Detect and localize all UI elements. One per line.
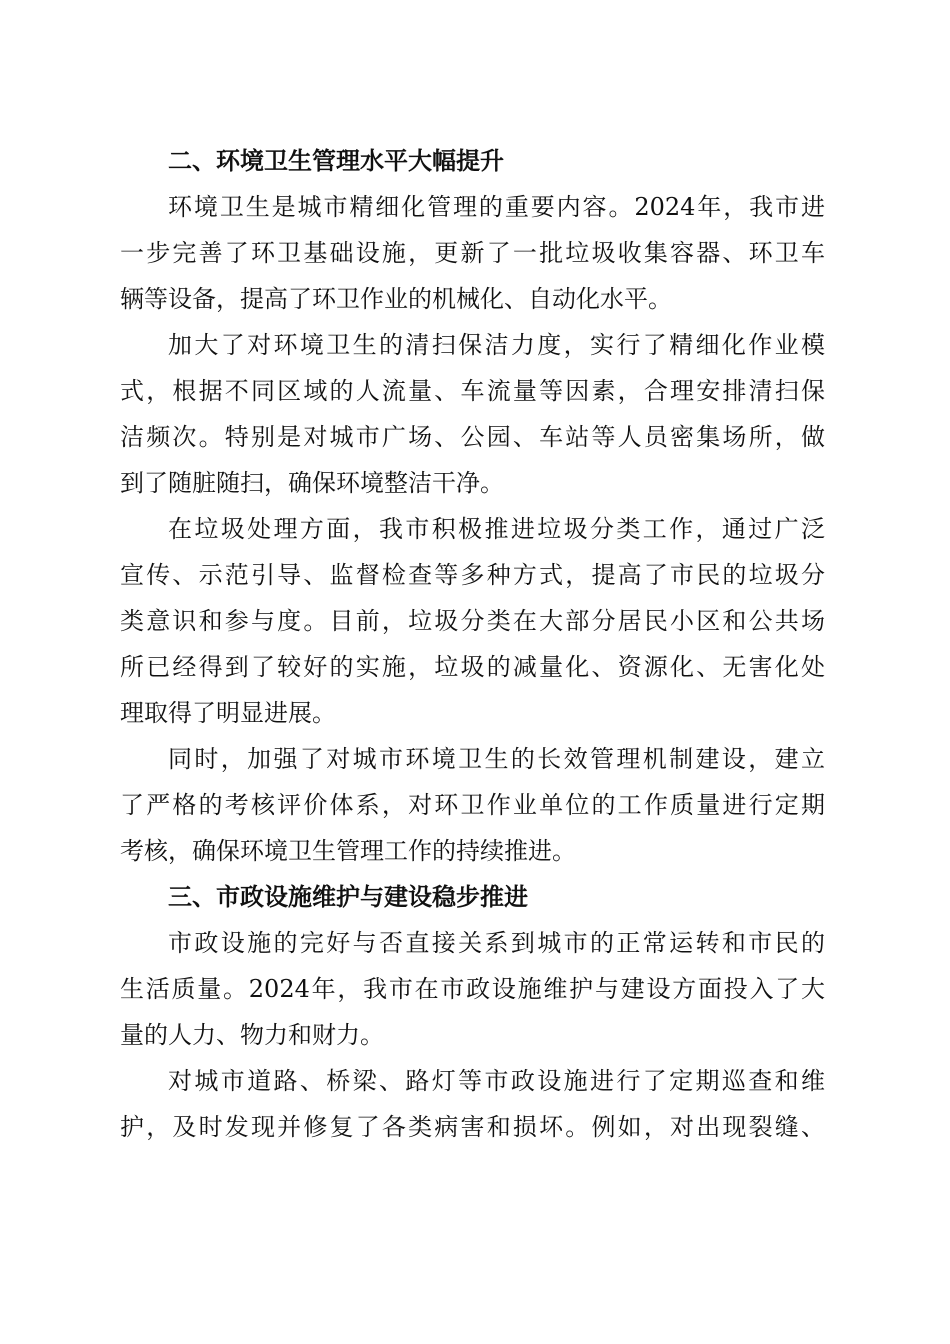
text-line: 到了随脏随扫，确保环境整洁干净。 — [120, 469, 504, 497]
text-line: 了严格的考核评价体系，对环卫作业单位的工作质量进行定期 — [120, 791, 825, 819]
text-line: 考核，确保环境卫生管理工作的持续推进。 — [120, 837, 576, 865]
text-line: 类意识和参与度。目前，垃圾分类在大部分居民小区和公共场 — [120, 607, 825, 635]
document-body — [120, 138, 825, 1150]
paragraph — [120, 1058, 825, 1150]
text-line: 所已经得到了较好的实施，垃圾的减量化、资源化、无害化处 — [120, 653, 825, 681]
text-line: 洁频次。特别是对城市广场、公园、车站等人员密集场所，做 — [120, 423, 825, 451]
text-line: 理取得了明显进展。 — [120, 699, 336, 727]
section-heading-municipal: 三、市政设施维护与建设稳步推进 — [168, 883, 528, 911]
text-line: 生活质量。2024年，我市在市政设施维护与建设方面投入了大 — [120, 975, 825, 1003]
text-line: 环境卫生是城市精细化管理的重要内容。2024年，我市进 — [168, 193, 825, 221]
text-line: 在垃圾处理方面，我市积极推进垃圾分类工作，通过广泛 — [168, 515, 825, 543]
text-line: 同时，加强了对城市环境卫生的长效管理机制建设，建立 — [168, 745, 825, 773]
section-heading-sanitation: 二、环境卫生管理水平大幅提升 — [168, 147, 504, 175]
paragraph — [120, 184, 825, 322]
text-line: 式，根据不同区域的人流量、车流量等因素，合理安排清扫保 — [120, 377, 825, 405]
text-line: 加大了对环境卫生的清扫保洁力度，实行了精细化作业模 — [168, 331, 825, 359]
text-line: 辆等设备，提高了环卫作业的机械化、自动化水平。 — [120, 285, 672, 313]
text-line: 量的人力、物力和财力。 — [120, 1021, 384, 1049]
text-line: 护，及时发现并修复了各类病害和损坏。例如，对出现裂缝、 — [120, 1113, 825, 1141]
paragraph — [120, 920, 825, 1058]
text-line: 对城市道路、桥梁、路灯等市政设施进行了定期巡查和维 — [168, 1067, 825, 1095]
paragraph — [120, 506, 825, 736]
paragraph — [120, 736, 825, 874]
text-line: 一步完善了环卫基础设施，更新了一批垃圾收集容器、环卫车 — [120, 239, 825, 267]
text-line: 宣传、示范引导、监督检查等多种方式，提高了市民的垃圾分 — [120, 561, 825, 589]
paragraph — [120, 322, 825, 506]
text-line: 市政设施的完好与否直接关系到城市的正常运转和市民的 — [168, 929, 825, 957]
